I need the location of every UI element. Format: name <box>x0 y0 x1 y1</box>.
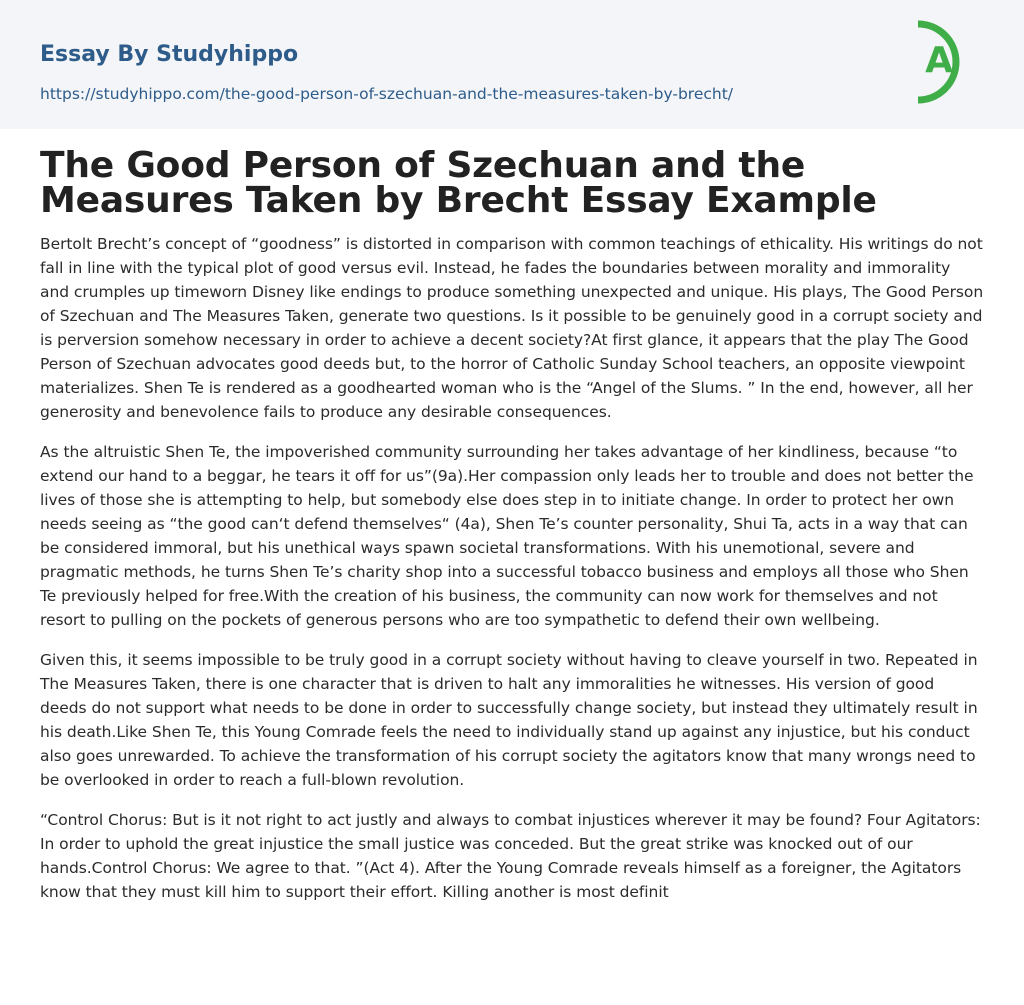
article <box>40 145 984 920</box>
logo-letter: A <box>925 40 953 81</box>
source-url-link[interactable]: https://studyhippo.com/the-good-person-of-szechuan-and-the-measures-taken-by-brecht/ <box>40 85 734 103</box>
site-header <box>0 0 1024 129</box>
article-paragraph: Given this, it seems impossible to be truly good in a corrupt society without having to cleave yourself in two. Repeated in The Measures Taken, there is one character that is driven to halt any immoralities he witnesses. His version of good deeds do not support what needs to be done in order to successfully change society, but instead they ultimately result in his death.Like Shen Te, this Young Comrade feels the need to individually stand up against any injustice, but his conduct also goes unrewarded. To achieve the transformation of his corrupt society the agitators know that many wrongs need to be overlooked in order to reach a full-blown revolution. <box>40 651 978 789</box>
article-paragraph: Bertolt Brecht’s concept of “goodness” is distorted in comparison with common teachings of ethicality. His writings do not fall in line with the typical plot of good versus evil. Instead, he fades the boundaries between morality and immorality and crumples up timeworn Disney like endings to produce something unexpected and unique. His plays, The Good Person of Szechuan and The Measures Taken, generate two questions. Is it possible to be genuinely good in a corrupt society and is perversion somehow necessary in order to achieve a decent society?At first glance, it appears that the play The Good Person of Szechuan advocates good deeds but, to the horror of Catholic Sunday School teachers, an opposite viewpoint materializes. Shen Te is rendered as a goodhearted woman who is the “Angel of the Slums. ” In the end, however, all her generosity and benevolence fails to produce any desirable consequences. <box>40 235 984 421</box>
page-title: The Good Person of Szechuan and the Measures Taken by Brecht Essay Example <box>40 145 877 221</box>
article-paragraph: “Control Chorus: But is it not right to act justly and always to combat injustices wherever it may be found? Four Agitators: In order to uphold the great injustice the small justice was conceded. But the great strike was knocked out of our hands.Control Chorus: We agree to that. ”(Act 4). After the Young Comrade reveals himself as a foreigner, the Agitators know that they must kill him to support their effort. Killing another is most definit <box>40 811 981 901</box>
studyhippo-logo-icon[interactable] <box>911 18 987 106</box>
site-title[interactable]: Essay By Studyhippo <box>40 42 299 67</box>
article-paragraph: As the altruistic Shen Te, the impoverished community surrounding her takes advantage of her kindliness, because “to extend our hand to a beggar, he tears it off for us”(9a).Her compassion only leads her to trouble and does not better the lives of those she is attempting to help, but somebody else does step in to initiate change. In order to protect her own needs seeing as “the good can‘t defend themselves“ (4a), Shen Te’s counter personality, Shui Ta, acts in a way that can be considered immoral, but his unethical ways spawn societal transformations. With his unemotional, severe and pragmatic methods, he turns Shen Te’s charity shop into a successful tobacco business and employs all those who Shen Te previously helped for free.With the creation of his business, the community can now work for themselves and not resort to pulling on the pockets of generous persons who are too sympathetic to defend their own wellbeing. <box>40 443 974 629</box>
